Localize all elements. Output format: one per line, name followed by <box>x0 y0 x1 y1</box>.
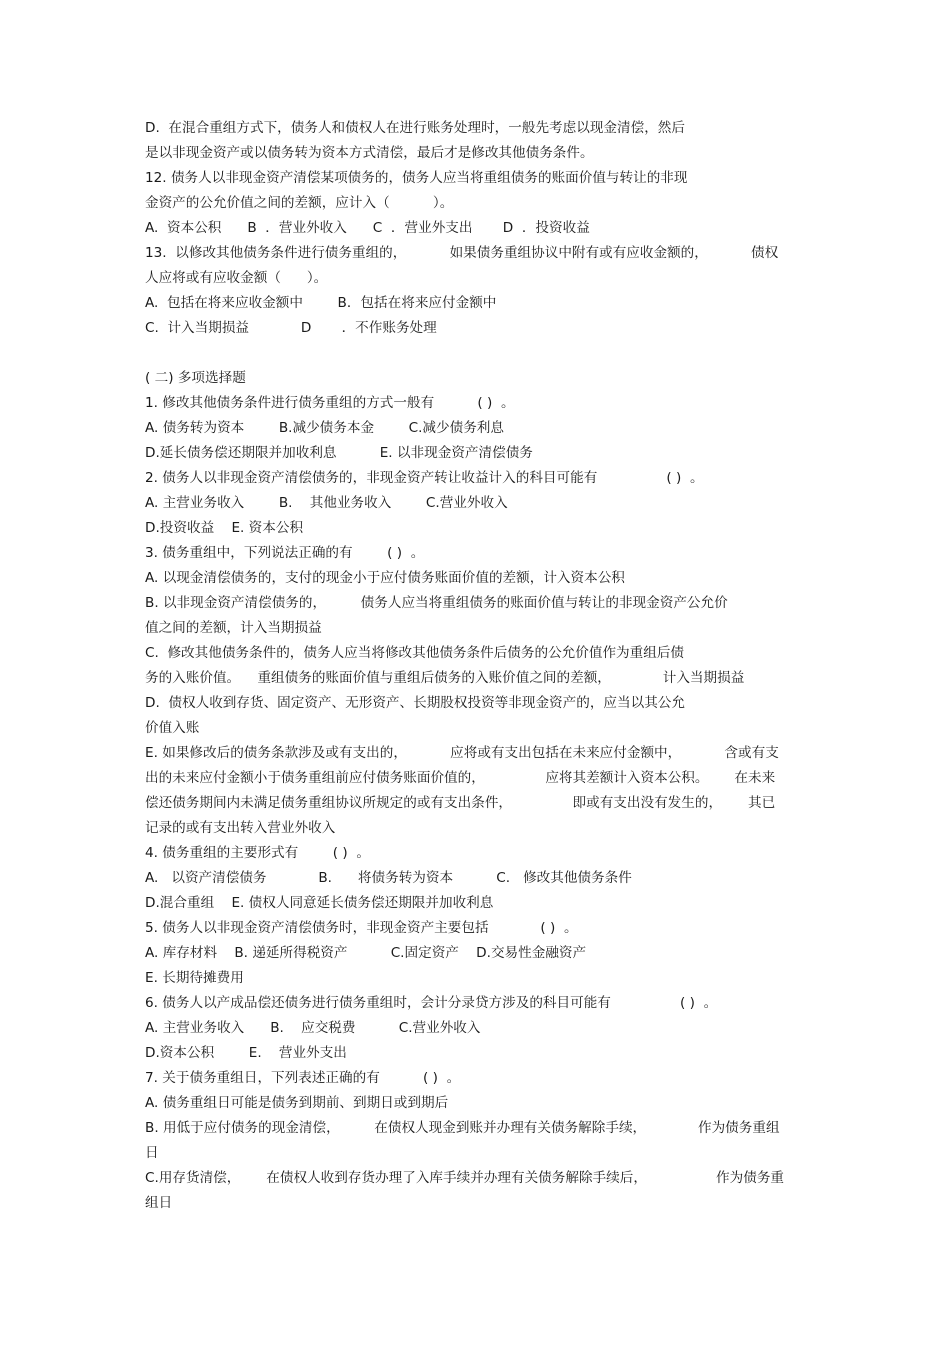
document-page <box>145 116 810 1216</box>
text-line: A. 以资产清偿债务 B. 将债务转为资本 C. 修改其他债务条件 <box>145 870 632 886</box>
text-line: D.延长债务偿还期限并加收利息 E. 以非现金资产清偿债务 <box>145 445 533 461</box>
text-line: 金资产的公允价值之间的差额，应计入（ ）。 <box>145 195 454 211</box>
text-line: 人应将或有应收金额（ ）。 <box>145 270 328 286</box>
text-line: D.资本公积 E. 营业外支出 <box>145 1045 347 1061</box>
text-line: 是以非现金资产或以债务转为资本方式清偿，最后才是修改其他债务条件。 <box>145 145 594 161</box>
text-line: D.混合重组 E. 债权人同意延长债务偿还期限并加收利息 <box>145 895 494 911</box>
text-line: A. 债务重组日可能是债务到期前、到期日或到期后 <box>145 1095 449 1111</box>
text-line: 价值入账 <box>145 720 200 736</box>
text-line: A. 债务转为资本 B.减少债务本金 C.减少债务利息 <box>145 420 504 436</box>
text-line: A. 包括在将来应收金额中 B．包括在将来应付金额中 <box>145 295 497 311</box>
text-line: 3. 债务重组中，下列说法正确的有 ( ) 。 <box>145 545 425 561</box>
text-line: E. 长期待摊费用 <box>145 970 244 986</box>
text-line: D. 在混合重组方式下，债务人和债权人在进行账务处理时，一般先考虑以现金清偿，然后 <box>145 120 685 136</box>
text-line: 组日 <box>145 1195 173 1211</box>
text-line: 2. 债务人以非现金资产清偿债务的，非现金资产转让收益计入的科目可能有 ( ) 。 <box>145 470 704 486</box>
text-line: 13. 以修改其他债务条件进行债务重组的， 如果债务重组协议中附有或有应收金额的， 债权 <box>145 245 779 261</box>
text-line: A. 资本公积 B ．营业外收入 C ．营业外支出 D ．投资收益 <box>145 220 590 236</box>
text-line: A. 库存材料 B. 递延所得税资产 C.固定资产 D.交易性金融资产 <box>145 945 587 961</box>
text-line: 4. 债务重组的主要形式有 ( ) 。 <box>145 845 370 861</box>
text-line: C.用存货清偿， 在债权人收到存货办理了入库手续并办理有关债务解除手续后， 作为债务重 <box>145 1170 785 1186</box>
text-line: 偿还债务期间内未满足债务重组协议所规定的或有支出条件， 即或有支出没有发生的， 其已 <box>145 795 776 811</box>
text-line: B. 以非现金资产清偿债务的， 债务人应当将重组债务的账面价值与转让的非现金资产公允价 <box>145 595 728 611</box>
text-line: 值之间的差额，计入当期损益 <box>145 620 322 636</box>
text-line: A. 以现金清偿债务的，支付的现金小于应付债务账面价值的差额，计入资本公积 <box>145 570 625 586</box>
text-line: 5. 债务人以非现金资产清偿债务时，非现金资产主要包括 ( ) 。 <box>145 920 578 936</box>
text-line: C. 计入当期损益 D ．不作账务处理 <box>145 320 437 336</box>
text-line: E. 如果修改后的债务条款涉及或有支出的， 应将或有支出包括在未来应付金额中， 含或有支 <box>145 745 779 761</box>
text-line: 7. 关于债务重组日，下列表述正确的有 ( ) 。 <box>145 1070 461 1086</box>
text-line: 日 <box>145 1145 159 1161</box>
text-line: C. 修改其他债务条件的，债务人应当将修改其他债务条件后债务的公允价值作为重组后债 <box>145 645 685 661</box>
text-line: 记录的或有支出转入营业外收入 <box>145 820 336 836</box>
text-line: 12. 债务人以非现金资产清偿某项债务的，债务人应当将重组债务的账面价值与转让的非现 <box>145 170 688 186</box>
text-line: 6. 债务人以产成品偿还债务进行债务重组时，会计分录贷方涉及的科目可能有 ( ) 。 <box>145 995 718 1011</box>
text-line: D.投资收益 E. 资本公积 <box>145 520 304 536</box>
blank-line <box>145 341 810 366</box>
text-line: ( 二) 多项选择题 <box>145 370 246 386</box>
text-line: A. 主营业务收入 B. 其他业务收入 C.营业外收入 <box>145 495 508 511</box>
text-line: B. 用低于应付债务的现金清偿， 在债权人现金到账并办理有关债务解除手续， 作为债务重组 <box>145 1120 780 1136</box>
text-line: 出的未来应付金额小于债务重组前应付债务账面价值的， 应将其差额计入资本公积。 在未来 <box>145 770 776 786</box>
text-line: 1. 修改其他债务条件进行债务重组的方式一般有 ( ) 。 <box>145 395 515 411</box>
text-line: D. 债权人收到存货、固定资产、无形资产、长期股权投资等非现金资产的，应当以其公允 <box>145 695 685 711</box>
text-line: 务的入账价值。 重组债务的账面价值与重组后债务的入账价值之间的差额， 计入当期损益 <box>145 670 745 686</box>
text-line: A. 主营业务收入 B. 应交税费 C.营业外收入 <box>145 1020 481 1036</box>
